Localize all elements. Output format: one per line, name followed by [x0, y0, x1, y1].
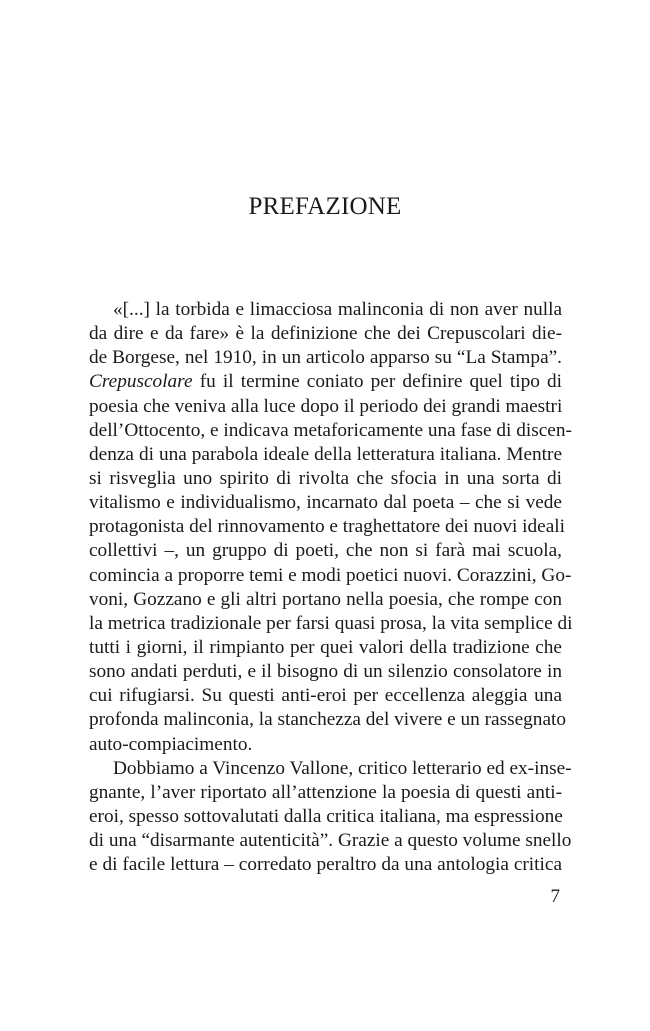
text-line: la metrica tradizionale per farsi quasi prosa, la vita semplice di: [89, 612, 573, 634]
text-line: eroi, spesso sottovalutati dalla critica italiana, ma espressione: [89, 805, 563, 827]
text-line: protagonista del rinnovamento e traghettatore dei nuovi ideali: [89, 516, 565, 538]
text-line: comincia a proporre temi e modi poetici nuovi. Corazzini, Go-: [89, 564, 572, 586]
text-line: di una “disarmante autenticità”. Grazie a questo volume snello: [89, 830, 572, 852]
text-line: gnante, l’aver riportato all’attenzione la poesia di questi anti-: [89, 781, 562, 803]
text-line: de Borgese, nel 1910, in un articolo apparso su “La Stampa”.: [89, 347, 562, 369]
text-line: Dobbiamo a Vincenzo Vallone, critico letterario ed ex-inse-: [113, 757, 572, 779]
text-line: poesia che veniva alla luce dopo il periodo dei grandi maestri: [89, 395, 563, 417]
text-line: da dire e da fare» è la definizione che dei Crepuscolari die-: [89, 323, 562, 345]
text-line: «[...] la torbida e limacciosa malinconia di non aver nulla: [113, 299, 562, 320]
text-line: voni, Gozzano e gli altri portano nella poesia, che rompe con: [89, 588, 562, 610]
page-number: 7: [550, 886, 560, 907]
text-line: [89, 370, 562, 394]
text-line: denza di una parabola ideale della letteratura italiana. Mentre: [89, 443, 562, 465]
italic-term: Crepuscolare: [89, 371, 193, 393]
text-line: sono andati perduti, e il bisogno di un silenzio consolatore in: [89, 661, 562, 683]
text-line: dell’Ottocento, e indicava metaforicamente una fase di discen-: [89, 419, 572, 441]
page-title: PREFAZIONE: [248, 193, 402, 220]
text-line: cui rifugiarsi. Su questi anti-eroi per eccellenza aleggia una: [89, 685, 562, 707]
preface-body: [89, 298, 573, 877]
text-line: vitalismo e individualismo, incarnato dal poeta – che si vede: [89, 492, 562, 514]
text-line: collettivi –, un gruppo di poeti, che non si farà mai scuola,: [89, 540, 562, 562]
text-line: auto-compiacimento.: [89, 733, 253, 755]
text-line: e di facile lettura – corredato peraltro da una antologia critica: [89, 854, 562, 876]
text-line: si risveglia uno spirito di rivolta che sfocia in una sorta di: [89, 467, 562, 489]
text-line: tutti i giorni, il rimpianto per quei valori della tradizione che: [89, 636, 562, 658]
text-line: profonda malinconia, la stanchezza del vivere e un rassegnato: [89, 709, 567, 731]
text-line-rest: fu il termine coniato per definire quel tipo di: [192, 371, 562, 393]
